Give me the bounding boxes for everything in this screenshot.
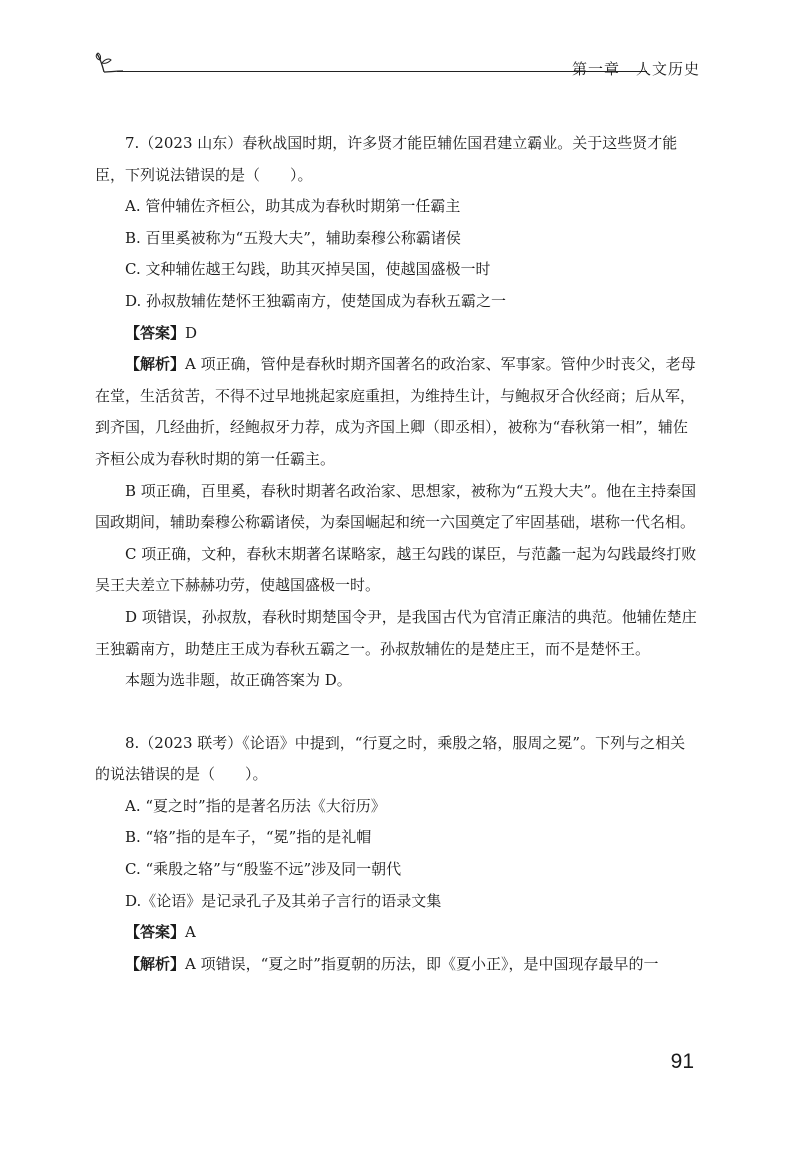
chapter-heading: [572, 58, 700, 79]
chapter-title: 人文历史: [635, 60, 700, 78]
header-rule: [117, 71, 647, 72]
question-7-conclusion: 本题为选非题，故正确答案为 D。: [125, 671, 352, 690]
answer-value: A: [185, 923, 196, 942]
question-8-option-a: A. “夏之时”指的是著名历法《大衍历》: [125, 796, 386, 815]
question-8-option-d: D.《论语》是记录孔子及其弟子言行的语录文集: [125, 891, 442, 910]
question-7-option-c: C. 文种辅佐越王勾践，助其灭掉吴国，使越国盛极一时: [125, 260, 491, 279]
page-content: [95, 128, 700, 980]
question-7-option-b: B. 百里奚被称为“五羖大夫”，辅助秦穆公称霸诸侯: [125, 228, 461, 247]
question-7-analysis-c: C 项正确，文种，春秋末期著名谋略家，越王勾践的谋臣，与范蠡一起为勾践最终打败吴王夫差立下赫赫功劳，使越国盛极一时。: [95, 544, 697, 595]
chapter-number: 第一章: [571, 60, 620, 78]
question-7-stem: 7.（2023 山东）春秋战国时期，许多贤才能臣辅佐国君建立霸业。关于这些贤才能臣，下列说法错误的是（ ）。: [95, 134, 678, 184]
analysis-label: 【解析】: [125, 954, 186, 973]
analysis-label: 【解析】: [125, 355, 186, 374]
answer-label: 【答案】: [125, 923, 186, 942]
question-7-analysis-d: D 项错误，孙叔敖，春秋时期楚国令尹，是我国古代为官清正廉洁的典范。他辅佐楚庄王独霸南方，助楚庄王成为春秋五霸之一。孙叔敖辅佐的是楚庄王，而不是楚怀王。: [95, 607, 697, 658]
question-8-option-b: B. “辂”指的是车子，“冕”指的是礼帽: [125, 828, 372, 847]
question-8-answer: [95, 917, 700, 949]
question-7-analysis-a: 【解析】A 项正确，管仲是春秋时期齐国著名的政治家、军事家。管仲少时丧父，老母在堂，生活贫苦，不得不过早地挑起家庭重担，为维持生计，与鲍叔牙合伙经商；后从军，到齐国，几经曲折，经鲍叔牙力荐，成为齐国上卿（即丞相），被称为“春秋第一相”，辅佐齐桓公成为春秋时期的第一任霸主。: [95, 355, 696, 468]
question-7-option-d: D. 孙叔敖辅佐楚怀王独霸南方，使楚国成为春秋五霸之一: [125, 291, 507, 310]
answer-label: 【答案】: [125, 323, 186, 342]
running-header: [95, 50, 700, 80]
leaf-ornament-icon: [95, 50, 125, 76]
question-7-answer: [95, 318, 700, 350]
question-8-option-c: C. “乘殷之辂”与“殷鉴不远”涉及同一朝代: [125, 860, 402, 879]
question-8-stem: 8.（2023 联考）《论语》中提到，“行夏之时，乘殷之辂，服周之冕”。下列与之相关的说法错误的是（ ）。: [95, 733, 686, 784]
question-8-analysis: 【解析】A 项错误，“夏之时”指夏朝的历法，即《夏小正》，是中国现存最早的一: [125, 954, 659, 973]
question-7-analysis-b: B 项正确，百里奚，春秋时期著名政治家、思想家，被称为“五羖大夫”。他在主持秦国国政期间，辅助秦穆公称霸诸侯，为秦国崛起和统一六国奠定了牢固基础，堪称一代名相。: [95, 481, 697, 532]
answer-value: D: [185, 323, 198, 342]
page-number: 91: [670, 1050, 694, 1073]
question-7-option-a: A. 管仲辅佐齐桓公，助其成为春秋时期第一任霸主: [125, 197, 461, 216]
